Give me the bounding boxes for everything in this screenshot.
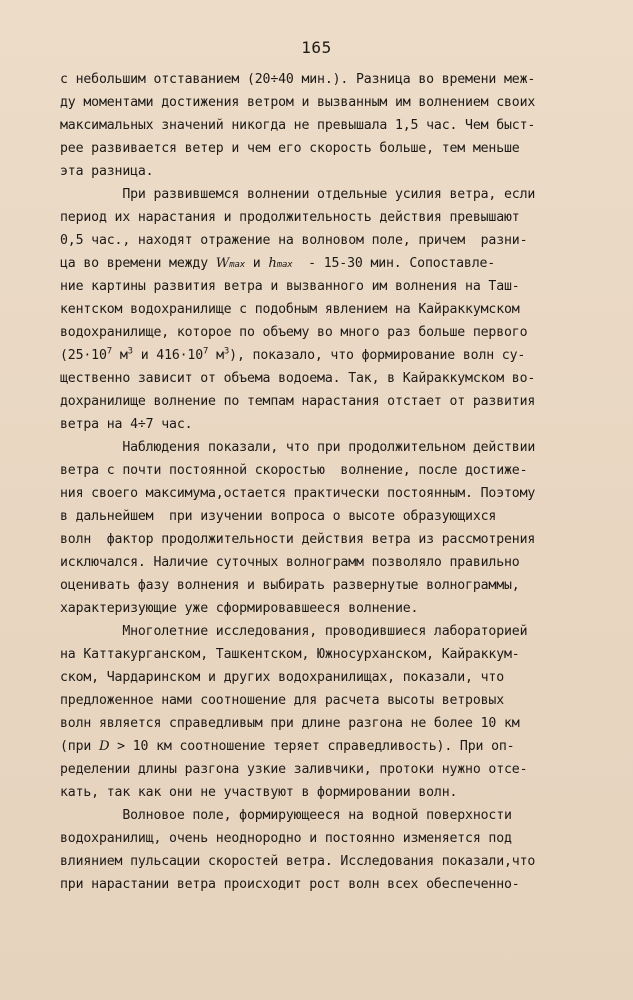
text-fragment: и 416·10 [132,348,204,363]
text-line: ском, Чардаринском и других водохранилищах, показали, что [60,670,505,685]
text-line: дохранилище волнение по темпам нарастания отстает от развития [60,394,536,409]
text-line: ду моментами достижения ветром и вызванным им волнением своих [60,95,536,110]
paragraph-first-line: При развившемся волнении отдельные усилия ветра, если [60,187,536,202]
text-line: ветра с почти постоянной скоростью волнение, после достиже- [60,463,528,478]
text-fragment: м [112,348,128,363]
paragraph-first-line: Волновое поле, формирующееся на водной поверхности [60,808,512,823]
exponent: 7 [203,346,209,357]
fetch-length-symbol: D [98,739,110,754]
text-line: водохранилище, которое по объему во много раз больше первого [60,325,528,340]
text-line: оценивать фазу волнения и выбирать развернутые волнограммы, [60,578,520,593]
text-line: волн является справедливым при длине разгона не более 10 км [60,716,520,731]
text-line: период их нарастания и продолжительность действия превышают [60,210,520,225]
text-line: эта разница. [60,164,154,179]
text-line: ветра на 4÷7 час. [60,417,193,432]
text-line: ния своего максимума,остается практически постоянным. Поэтому [60,486,536,501]
wind-speed-symbol: W [215,256,230,271]
text-line: влиянием пульсации скоростей ветра. Исследования показали,что [60,854,536,869]
text-line: исключался. Наличие суточных волнограмм позволяло правильно [60,555,520,570]
text-line: 0,5 час., находят отражение на волновом поле, причем разни- [60,233,528,248]
paragraph-first-line: Многолетние исследования, проводившиеся лабораторией [60,624,528,639]
text-fragment: (25·10 [60,348,107,363]
paragraph-first-line: Наблюдения показали, что при продолжительном действии [60,440,536,455]
text-fragment: (при [60,739,99,754]
text-line: характеризующие уже сформировавшееся волнение. [60,601,419,616]
text-line: ние картины развития ветра и вызванного им волнения на Таш- [60,279,520,294]
text-line: на Каттакурганском, Ташкентском, Южносурханском, Кайраккум- [60,647,520,662]
text-line: ределении длины разгона узкие заливчики, протоки нужно отсе- [60,762,528,777]
text-line: кать, так как они не участвуют в формировании волн. [60,785,458,800]
exponent: 7 [106,346,113,357]
text-fragment: м [208,348,224,363]
text-line: в дальнейшем при изучении вопроса о высоте образующихся [60,509,497,524]
wave-height-symbol: h [268,256,277,271]
text-line: рее развивается ветер и чем его скорость больше, тем меньше [60,141,520,156]
symbol-subscript: max [229,260,246,270]
text-line: щественно зависит от объема водоема. Так, в Кайраккумском во- [60,371,536,386]
text-fragment: и [245,256,269,271]
text-line: предложенное нами соотношение для расчета высоты ветровых [60,693,505,708]
text-fragment: > 10 км соотношение теряет справедливость). При оп- [109,739,515,754]
text-line: с небольшим отставанием (20÷40 мин.). Разница во времени меж- [60,72,536,87]
text-line: максимальных значений никогда не превышала 1,5 час. Чем быст- [60,118,536,133]
text-fragment: - 15-30 мин. Сопоставле- [292,256,496,271]
text-line-with-volumes [60,346,525,366]
text-line: кентском водохранилище с подобным явлением на Кайраккумском [60,302,520,317]
text-fragment: ца во времени между [60,256,216,271]
text-line: при нарастании ветра происходит рост волн всех обеспеченно- [60,877,520,892]
text-line: волн фактор продолжительности действия ветра из рассмотрения [60,532,536,547]
text-line-with-formula [60,254,495,275]
text-line: водохранилищ, очень неоднородно и постоянно изменяется под [60,831,512,846]
text-fragment: ), показало, что формирование волн су- [229,348,526,363]
exponent: 3 [223,346,230,357]
page-number: 165 [301,38,332,57]
exponent: 3 [127,346,133,357]
text-line-with-symbol [60,737,514,757]
symbol-subscript: max [276,260,293,270]
